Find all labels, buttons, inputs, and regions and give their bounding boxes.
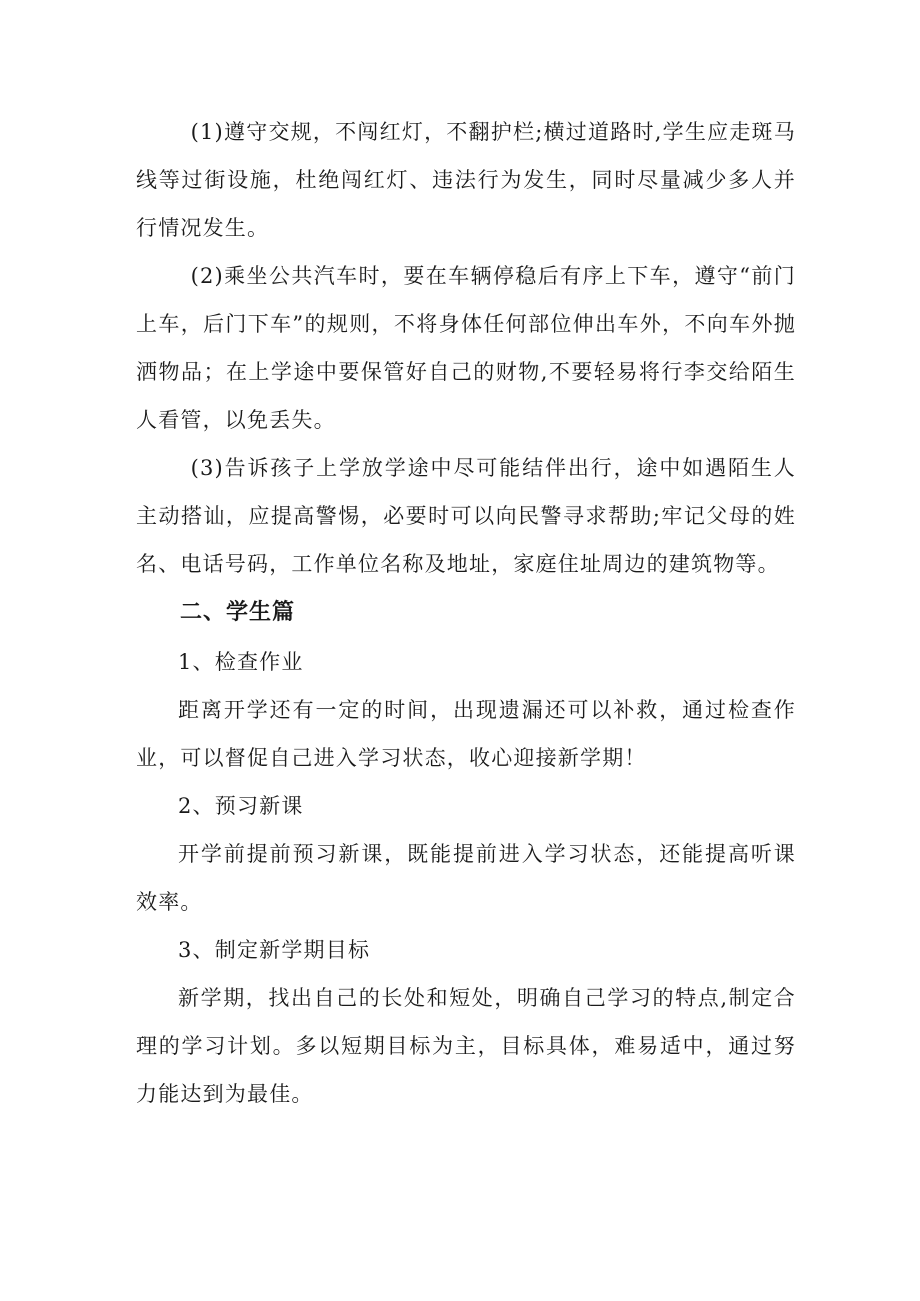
student-item-1-body: 距离开学还有一定的时间，出现遗漏还可以补救，通过检查作业，可以督促自己进入学习状态，收心迎接新学期！ — [136, 698, 796, 770]
student-item-1-title: 1、检查作业 — [178, 650, 304, 674]
parent-item-2: (2)乘坐公共汽车时，要在车辆停稳后有序上下车，遵守“前门上车，后门下车”的规则，不将身体任何部位伸出车外，不向车外抛洒物品；在上学途中要保管好自己的财物,不要轻易将行李交给陌生人看管，以免丢失。 — [136, 264, 796, 432]
parent-item-3: (3)告诉孩子上学放学途中尽可能结伴出行，途中如遇陌生人主动搭讪，应提高警惕，必要时可以向民警寻求帮助;牢记父母的姓名、电话号码，工作单位名称及地址，家庭住址周边的建筑物等。 — [136, 456, 796, 576]
section-heading-students: 二、学生篇 — [180, 600, 296, 625]
parent-item-1: (1)遵守交规，不闯红灯，不翻护栏;横过道路时,学生应走斑马线等过街设施，杜绝闯红灯、违法行为发生，同时尽量减少多人并行情况发生。 — [136, 120, 796, 240]
student-item-3-title: 3、制定新学期目标 — [178, 938, 371, 962]
student-item-2-body: 开学前提前预习新课，既能提前进入学习状态，还能提高听课效率。 — [136, 842, 796, 914]
student-item-3-body: 新学期，找出自己的长处和短处，明确自己学习的特点,制定合理的学习计划。多以短期目标为主，目标具体，难易适中，通过努力能达到为最佳。 — [136, 986, 796, 1106]
document-page — [136, 108, 796, 1118]
student-item-2-title: 2、预习新课 — [178, 794, 304, 818]
